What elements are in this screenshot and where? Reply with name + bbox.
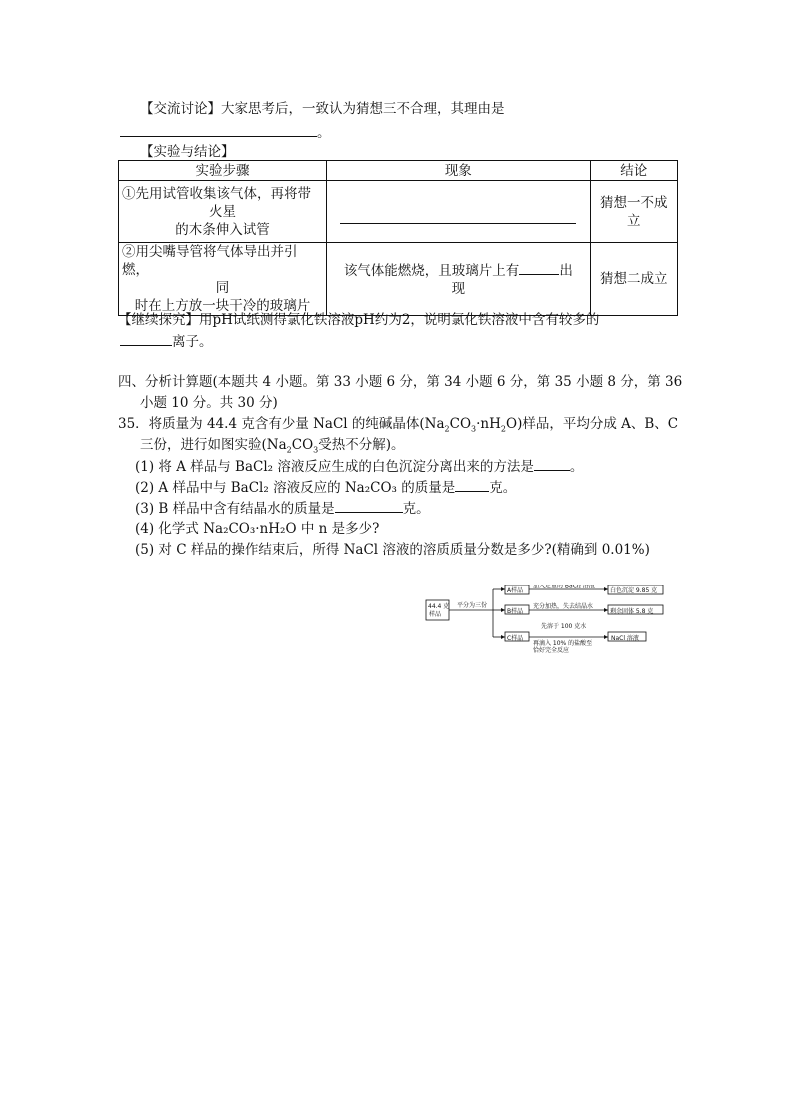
further-line bbox=[118, 310, 599, 330]
discussion-prefix: 【交流讨论】 bbox=[140, 101, 221, 117]
row1-step: ①先用试管收集该气体，再将带 火星 的木条伸入试管 bbox=[119, 181, 327, 243]
further-suffix: 离子。 bbox=[172, 334, 213, 350]
q35-sub3: (3) B 样品中含有结晶水的质量是 克。 bbox=[135, 498, 430, 519]
a-result: 白色沉淀 9.85 克 bbox=[610, 587, 658, 594]
further-blank[interactable] bbox=[120, 331, 172, 346]
discussion-text: 大家思考后，一致认为猜想三不合理，其理由是 bbox=[221, 101, 505, 117]
q35-sub5: (5) 对 C 样品的操作结束后，所得 NaCl 溶液的溶质质量分数是多少?(精确到 0.01%) bbox=[135, 542, 650, 558]
experiment-flowchart bbox=[425, 585, 675, 655]
split-label: 平分为三份 bbox=[457, 602, 488, 609]
b-label: B样品 bbox=[507, 608, 524, 615]
header-step: 实验步骤 bbox=[119, 161, 327, 181]
table-row bbox=[119, 181, 678, 243]
q35-intro-line2: 三份，进行如图实验($Na_2CO_3$受热不分解)。 bbox=[140, 437, 405, 455]
flowchart-svg bbox=[425, 585, 675, 655]
further-text: 用pH试纸测得氯化铁溶液pH约为2，说明氯化铁溶液中含有较多的 bbox=[199, 312, 600, 328]
discussion-end: 。 bbox=[317, 125, 331, 141]
c-op-2: 再滴入 10% 的盐酸至 bbox=[533, 640, 593, 647]
c-result: NaCl 溶液 bbox=[611, 635, 639, 642]
q35-sub4: (4) 化学式 Na₂CO₃·nH₂O 中 n 是多少? bbox=[135, 521, 380, 537]
row1-phenomenon-blank[interactable] bbox=[340, 209, 576, 224]
b-op: 充分加热，失去结晶水 bbox=[533, 603, 594, 610]
start-label-2: 样品 bbox=[429, 611, 442, 618]
b-result: 剩余固体 5.8 克 bbox=[610, 608, 654, 615]
c-op-1: 先溶于 100 克水 bbox=[541, 623, 587, 630]
discussion-line bbox=[140, 99, 505, 119]
q35-sub1-blank[interactable] bbox=[534, 456, 570, 471]
discussion-answer-line bbox=[120, 122, 331, 143]
experiment-heading: 【实验与结论】 bbox=[140, 144, 235, 160]
a-label: A样品 bbox=[507, 587, 524, 594]
further-answer-line bbox=[120, 331, 213, 352]
experiment-table bbox=[118, 160, 678, 316]
row2-phenomenon: 该气体能燃烧，且玻璃片上有 出 现 bbox=[327, 243, 590, 316]
header-conclusion: 结论 bbox=[590, 161, 677, 181]
a-op: 加入足量的 BaCl₂ 溶液 bbox=[533, 585, 595, 590]
c-label: C样品 bbox=[507, 635, 524, 642]
section4-line1: 四、分析计算题(本题共 4 小题。第 33 小题 6 分，第 34 小题 6 分，第 35 小题 8 分，第 36 bbox=[118, 374, 683, 390]
row2-conclusion: 猜想二成立 bbox=[590, 243, 677, 316]
q35-intro-line1: 35．将质量为 44.4 克含有少量 NaCl 的纯碱晶体$(Na_2CO_3\cdot nH_2O)$样品，平均分成 A、B、C bbox=[118, 416, 679, 434]
start-label-1: 44.4 克 bbox=[428, 603, 450, 610]
row1-conclusion: 猜想一不成 立 bbox=[590, 181, 677, 243]
table-header-row bbox=[119, 161, 678, 181]
q35-sub1: (1) 将 A 样品与 BaCl₂ 溶液反应生成的白色沉淀分离出来的方法是 。 bbox=[135, 456, 583, 477]
further-prefix: 【继续探究】 bbox=[118, 312, 199, 328]
table-row bbox=[119, 243, 678, 316]
q35-sub2: (2) A 样品中与 BaCl₂ 溶液反应的 Na₂CO₃ 的质量是 克。 bbox=[135, 477, 516, 498]
row2-step: ②用尖嘴导管将气体导出并引燃， 同 时在上方放一块干冷的玻璃片 bbox=[119, 243, 327, 316]
section4-line2: 小题 10 分。共 30 分) bbox=[140, 395, 278, 411]
c-op-3: 恰好完全反应 bbox=[533, 647, 570, 654]
q35-sub2-blank[interactable] bbox=[455, 477, 489, 492]
q35-sub3-blank[interactable] bbox=[335, 498, 403, 513]
discussion-blank[interactable] bbox=[120, 122, 317, 137]
header-phenomenon: 现象 bbox=[327, 161, 590, 181]
row1-phenomenon bbox=[327, 181, 590, 243]
row2-phenomenon-blank[interactable] bbox=[519, 260, 559, 275]
